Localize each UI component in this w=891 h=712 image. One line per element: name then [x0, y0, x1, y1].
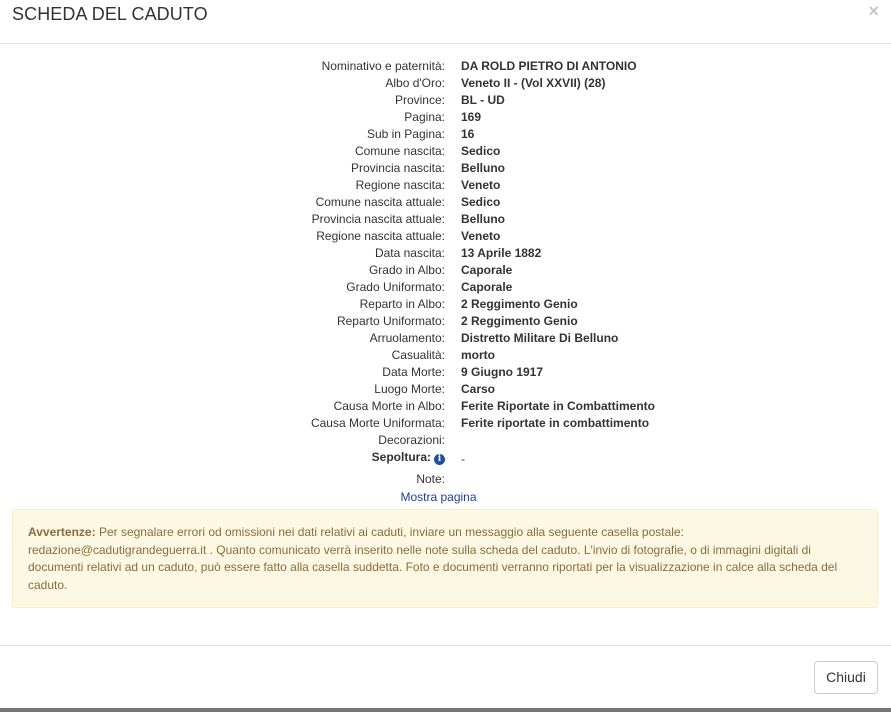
detail-row — [0, 398, 891, 415]
detail-value: 9 Giugno 1917 — [461, 365, 544, 379]
detail-row — [0, 177, 891, 194]
detail-label: Reparto Uniformato: — [336, 314, 445, 328]
detail-label: Grado in Albo: — [368, 263, 445, 277]
detail-row — [0, 245, 891, 262]
detail-label: Province: — [394, 93, 445, 107]
detail-label: Data nascita: — [374, 246, 445, 260]
detail-row — [0, 279, 891, 296]
info-circle-icon[interactable]: i — [434, 454, 445, 465]
detail-label: Arruolamento: — [369, 331, 445, 345]
detail-row — [0, 364, 891, 381]
detail-row — [0, 330, 891, 347]
detail-value: Belluno — [461, 161, 505, 175]
detail-row — [0, 296, 891, 313]
detail-label: Causa Morte Uniformata: — [310, 416, 445, 430]
detail-row — [0, 58, 891, 75]
detail-row — [0, 126, 891, 143]
sepoltura-value: - — [461, 452, 465, 466]
detail-row — [0, 228, 891, 245]
detail-label: Comune nascita: — [354, 144, 445, 158]
detail-value: Veneto II - (Vol XXVII) (28) — [461, 76, 606, 90]
background-strip — [0, 708, 891, 712]
detail-label: Provincia nascita: — [350, 161, 445, 175]
warning-text: Per segnalare errori od omissioni nei dati relativi ai caduti, inviare un messaggio alla seguente casella postale: redazione@cadutigrandeguerra.it . Quanto comunicato verrà inserito nelle note sulla scheda del caduto. L'invio di fotografie, o di immagini digitali di documenti relativi ad un caduto, può essere fatto alla casella suddetta. Foto e documenti verranno riportati per la visualizzazione in calce alla scheda del caduto. — [28, 525, 838, 592]
detail-value: Ferite Riportate in Combattimento — [461, 399, 656, 413]
detail-row — [0, 75, 891, 92]
detail-label: Reparto in Albo: — [359, 297, 445, 311]
detail-value: DA ROLD PIETRO DI ANTONIO — [461, 59, 637, 73]
sepoltura-row — [0, 449, 891, 471]
detail-row — [0, 109, 891, 126]
detail-label: Provincia nascita attuale: — [311, 212, 445, 226]
detail-value: Carso — [461, 382, 496, 396]
detail-label: Sub in Pagina: — [366, 127, 445, 141]
detail-row — [0, 432, 891, 449]
detail-row — [0, 381, 891, 398]
mostra-pagina-row — [0, 488, 891, 506]
detail-label: Albo d'Oro: — [385, 76, 445, 90]
detail-value: Belluno — [461, 212, 505, 226]
detail-value: 2 Reggimento Genio — [461, 297, 578, 311]
detail-row — [0, 194, 891, 211]
warning-title: Avvertenze: — [28, 525, 96, 539]
detail-value: Veneto — [461, 229, 501, 243]
detail-label: Decorazioni: — [378, 433, 445, 447]
modal-title: SCHEDA DEL CADUTO — [12, 4, 208, 24]
detail-label: Regione nascita: — [355, 178, 445, 192]
detail-label: Luogo Morte: — [374, 382, 445, 396]
detail-value: Sedico — [461, 144, 501, 158]
detail-value: 16 — [461, 127, 475, 141]
detail-row — [0, 415, 891, 432]
detail-label: Causa Morte in Albo: — [333, 399, 445, 413]
detail-label: Regione nascita attuale: — [316, 229, 445, 243]
detail-row — [0, 313, 891, 330]
detail-label: Casualità: — [391, 348, 445, 362]
detail-label: Grado Uniformato: — [346, 280, 445, 294]
sepoltura-label: Sepoltura: — [371, 450, 431, 464]
close-icon[interactable]: × — [868, 1, 879, 21]
detail-row — [0, 347, 891, 364]
detail-value: Ferite riportate in combattimento — [461, 416, 650, 430]
warning-box — [12, 509, 878, 608]
detail-row — [0, 143, 891, 160]
detail-value: morto — [461, 348, 495, 362]
sepoltura-label-wrap — [372, 449, 445, 466]
detail-value: BL - UD — [461, 93, 505, 107]
detail-row — [0, 160, 891, 177]
mostra-pagina-link[interactable]: Mostra pagina — [400, 490, 477, 504]
footer-divider — [0, 645, 891, 646]
detail-row — [0, 211, 891, 228]
detail-label: Data Morte: — [382, 365, 445, 379]
detail-value: Caporale — [461, 263, 513, 277]
detail-row — [0, 92, 891, 109]
detail-label: Nominativo e paternità: — [321, 59, 445, 73]
note-row — [0, 471, 891, 488]
details-list — [0, 58, 891, 506]
modal-header — [0, 0, 891, 44]
detail-label: Pagina: — [404, 110, 445, 124]
detail-value: 169 — [461, 110, 482, 124]
detail-value: 13 Aprile 1882 — [461, 246, 542, 260]
detail-value: Veneto — [461, 178, 501, 192]
detail-value: Caporale — [461, 280, 513, 294]
detail-value: 2 Reggimento Genio — [461, 314, 578, 328]
note-label: Note: — [416, 472, 445, 486]
close-button[interactable]: Chiudi — [814, 661, 878, 694]
detail-value: Sedico — [461, 195, 501, 209]
detail-label: Comune nascita attuale: — [315, 195, 445, 209]
detail-value: Distretto Militare Di Belluno — [461, 331, 619, 345]
detail-row — [0, 262, 891, 279]
